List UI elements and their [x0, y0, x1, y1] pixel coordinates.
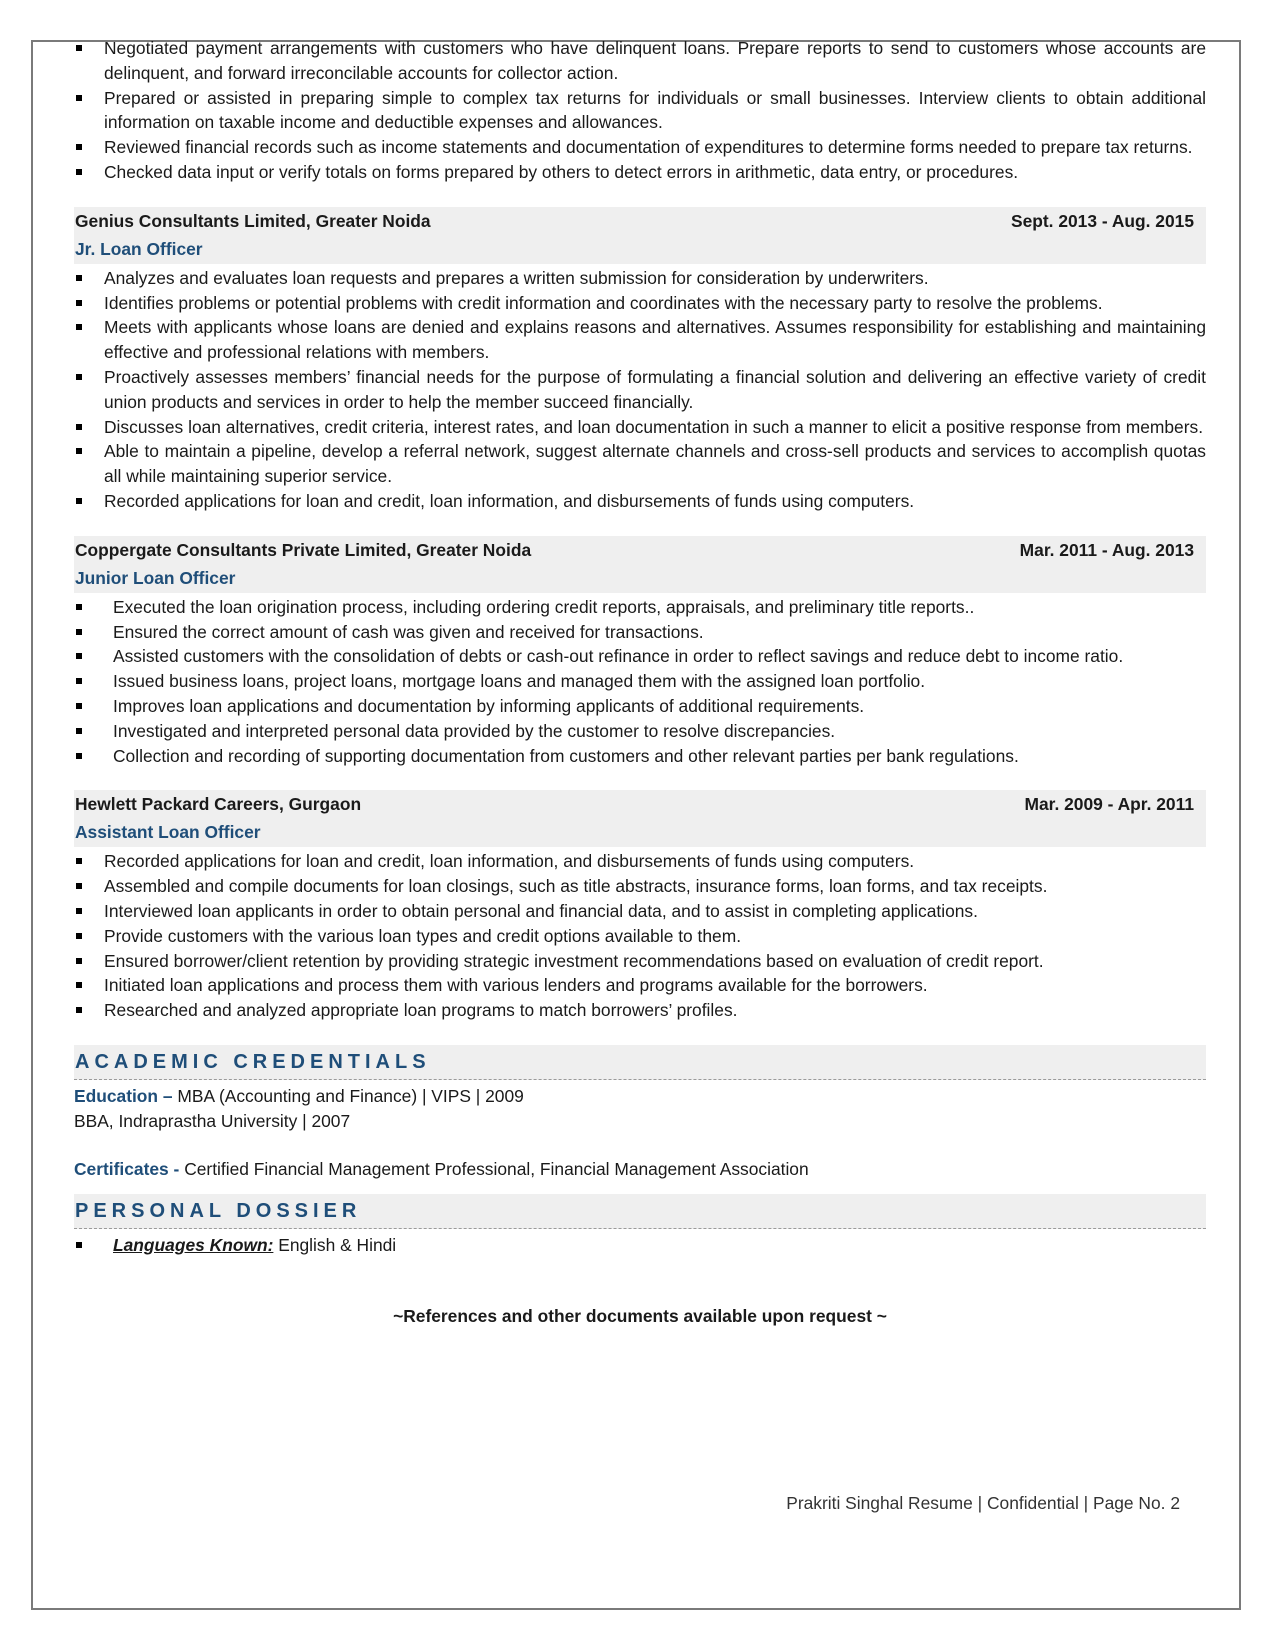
list-item — [74, 1233, 1206, 1258]
list-item: Discusses loan alternatives, credit criteria, interest rates, and loan documentation in such a manner to elicit a positive response from members. — [74, 415, 1206, 440]
languages-label: Languages Known: — [113, 1234, 274, 1255]
bullet-square-icon — [76, 300, 82, 306]
job-entry-hewlett-packard — [74, 790, 1206, 1023]
bullet-square-icon — [76, 275, 82, 281]
bullet-square-icon — [76, 169, 82, 175]
languages-value: English & Hindi — [273, 1234, 397, 1255]
job-dates: Sept. 2013 - Aug. 2015 — [1010, 210, 1194, 231]
section-title: ACADEMIC CREDENTIALS — [75, 1050, 431, 1073]
job-title: Jr. Loan Officer — [75, 238, 203, 259]
list-item: Assisted customers with the consolidation of debts or cash-out refinance in order to reflect savings and reduce debt to income ratio. — [74, 644, 1206, 669]
page-footer: Prakriti Singhal Resume | Confidential | Page No. 2 — [786, 1493, 1180, 1513]
job-bullet-list — [74, 595, 1206, 769]
section-title: PERSONAL DOSSIER — [75, 1199, 362, 1222]
list-item: Ensured the correct amount of cash was given and received for transactions. — [74, 620, 1206, 645]
bullet-square-icon — [76, 908, 82, 914]
bullet-square-icon — [76, 144, 82, 150]
list-item: Improves loan applications and documentation by informing applicants of additional requirements. — [74, 694, 1206, 719]
job-company: Coppergate Consultants Private Limited, Greater Noida — [75, 539, 532, 560]
list-item: Interviewed loan applicants in order to obtain personal and financial data, and to assist in completing applications. — [74, 899, 1206, 924]
job-header — [74, 790, 1206, 847]
list-item: Provide customers with the various loan types and credit options available to them. — [74, 924, 1206, 949]
list-item: Able to maintain a pipeline, develop a referral network, suggest alternate channels and cross-sell products and services to accomplish quotas all while maintaining superior service. — [74, 439, 1206, 489]
bullet-square-icon — [76, 604, 82, 610]
education-line-2: BBA, Indraprastha University | 2007 — [74, 1110, 351, 1131]
bullet-square-icon — [76, 858, 82, 864]
bullet-square-icon — [76, 728, 82, 734]
certificates-label: Certificates - — [74, 1158, 180, 1179]
list-item: Negotiated payment arrangements with customers who have delinquent loans. Prepare reports to send to customers whose accounts are delinquent, and forward irreconcilable accounts for collector action. — [74, 36, 1206, 86]
certificates-value: Certified Financial Management Professional, Financial Management Association — [179, 1158, 809, 1179]
education-line — [74, 1084, 1206, 1109]
academic-section-header — [74, 1045, 1206, 1080]
list-item: Ensured borrower/client retention by providing strategic investment recommendations based on evaluation of credit report. — [74, 949, 1206, 974]
list-item: Executed the loan origination process, including ordering credit reports, appraisals, and preliminary title reports.. — [74, 595, 1206, 620]
bullet-square-icon — [76, 45, 82, 51]
list-item: Issued business loans, project loans, mortgage loans and managed them with the assigned loan portfolio. — [74, 669, 1206, 694]
bullet-square-icon — [76, 653, 82, 659]
list-item: Researched and analyzed appropriate loan programs to match borrowers’ profiles. — [74, 998, 1206, 1023]
certificates-line — [74, 1157, 1206, 1182]
job-header — [74, 536, 1206, 593]
job-company: Genius Consultants Limited, Greater Noida — [75, 210, 431, 231]
job-entry-genius — [74, 207, 1206, 514]
list-item: Recorded applications for loan and credit, loan information, and disbursements of funds using computers. — [74, 849, 1206, 874]
bullet-square-icon — [76, 629, 82, 635]
list-item: Checked data input or verify totals on forms prepared by others to detect errors in arithmetic, data entry, or procedures. — [74, 160, 1206, 185]
bullet-square-icon — [76, 448, 82, 454]
list-item: Prepared or assisted in preparing simple to complex tax returns for individuals or small businesses. Interview clients to obtain additional information on taxable income and deductible expenses and allowances. — [74, 86, 1206, 136]
list-item: Assembled and compile documents for loan closings, such as title abstracts, insurance forms, loan forms, and tax receipts. — [74, 874, 1206, 899]
academic-section — [74, 1084, 1206, 1182]
personal-bullet-list — [74, 1233, 1206, 1258]
bullet-square-icon — [76, 95, 82, 101]
job-company: Hewlett Packard Careers, Gurgaon — [75, 794, 362, 815]
bullet-square-icon — [76, 424, 82, 430]
list-item: Reviewed financial records such as income statements and documentation of expenditures to determine forms needed to prepare tax returns. — [74, 135, 1206, 160]
bullet-square-icon — [76, 678, 82, 684]
education-label: Education – — [74, 1085, 173, 1106]
bullet-square-icon — [76, 958, 82, 964]
bullet-square-icon — [76, 1007, 82, 1013]
list-item: Initiated loan applications and process them with various lenders and programs available for the borrowers. — [74, 973, 1206, 998]
job-dates: Mar. 2011 - Aug. 2013 — [1019, 539, 1194, 560]
references-note: ~References and other documents available upon request ~ — [393, 1305, 887, 1326]
education-value: MBA (Accounting and Finance) | VIPS | 2009 — [172, 1085, 524, 1106]
bullet-square-icon — [76, 982, 82, 988]
bullet-square-icon — [76, 703, 82, 709]
bullet-square-icon — [76, 753, 82, 759]
job-title: Assistant Loan Officer — [75, 822, 261, 843]
personal-section-header — [74, 1194, 1206, 1229]
job-header — [74, 207, 1206, 264]
list-item: Analyzes and evaluates loan requests and prepares a written submission for consideration by underwriters. — [74, 266, 1206, 291]
bullet-square-icon — [76, 933, 82, 939]
bullet-square-icon — [76, 324, 82, 330]
list-item: Proactively assesses members’ financial needs for the purpose of formulating a financial solution and delivering an effective variety of credit union products and services in order to help the member succeed financially. — [74, 365, 1206, 415]
resume-page-2 — [74, 36, 1206, 1327]
job-bullet-list — [74, 266, 1206, 514]
list-item: Meets with applicants whose loans are denied and explains reasons and alternatives. Assumes responsibility for establishing and maintaining effective and professional relations with members. — [74, 315, 1206, 365]
bullet-square-icon — [76, 498, 82, 504]
job-dates: Mar. 2009 - Apr. 2011 — [1024, 794, 1194, 815]
bullet-square-icon — [76, 374, 82, 380]
job-title: Junior Loan Officer — [75, 567, 236, 588]
intro-bullet-list — [74, 36, 1206, 185]
list-item: Recorded applications for loan and credit, loan information, and disbursements of funds using computers. — [74, 489, 1206, 514]
list-item: Collection and recording of supporting documentation from customers and other relevant parties per bank regulations. — [74, 744, 1206, 769]
job-entry-coppergate — [74, 536, 1206, 769]
bullet-square-icon — [76, 1242, 82, 1248]
bullet-square-icon — [76, 883, 82, 889]
list-item: Identifies problems or potential problems with credit information and coordinates with the necessary party to resolve the problems. — [74, 291, 1206, 316]
job-bullet-list — [74, 849, 1206, 1023]
list-item: Investigated and interpreted personal data provided by the customer to resolve discrepancies. — [74, 719, 1206, 744]
